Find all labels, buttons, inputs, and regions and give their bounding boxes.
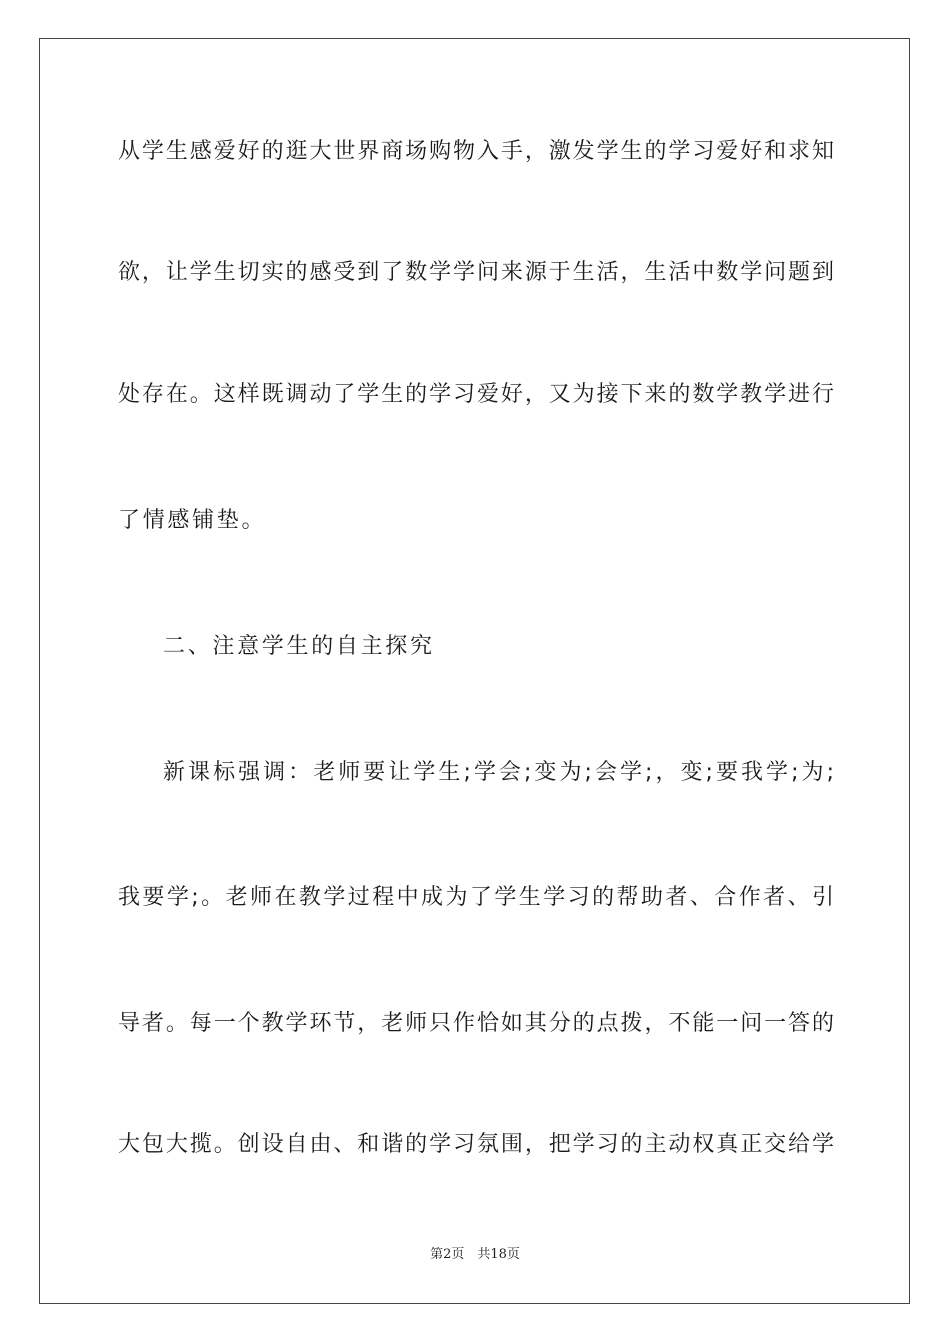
body-text-line-8: 导者。每一个教学环节，老师只作恰如其分的点拨，不能一问一答的: [118, 1011, 834, 1036]
page-number-footer: 第2页 共18页: [430, 1247, 520, 1262]
body-text-line-1: 从学生感爱好的逛大世界商场购物入手，激发学生的学习爱好和求知: [118, 139, 834, 164]
body-text-line-2: 欲，让学生切实的感受到了数学学问来源于生活，生活中数学问题到: [118, 260, 834, 285]
page-border: [39, 38, 910, 1304]
body-text-line-7: 我要学;。老师在教学过程中成为了学生学习的帮助者、合作者、引: [118, 885, 834, 910]
body-text-line-3: 处存在。这样既调动了学生的学习爱好，又为接下来的数学教学进行: [118, 382, 834, 407]
body-text-line-9: 大包大揽。创设自由、和谐的学习氛围，把学习的主动权真正交给学: [118, 1132, 834, 1157]
section-heading: 二、注意学生的自主探究: [163, 634, 435, 659]
body-text-line-6: 新课标强调：老师要让学生;学会;变为;会学;，变;要我学;为;: [163, 760, 834, 785]
body-text-line-4: 了情感铺垫。: [118, 508, 267, 533]
